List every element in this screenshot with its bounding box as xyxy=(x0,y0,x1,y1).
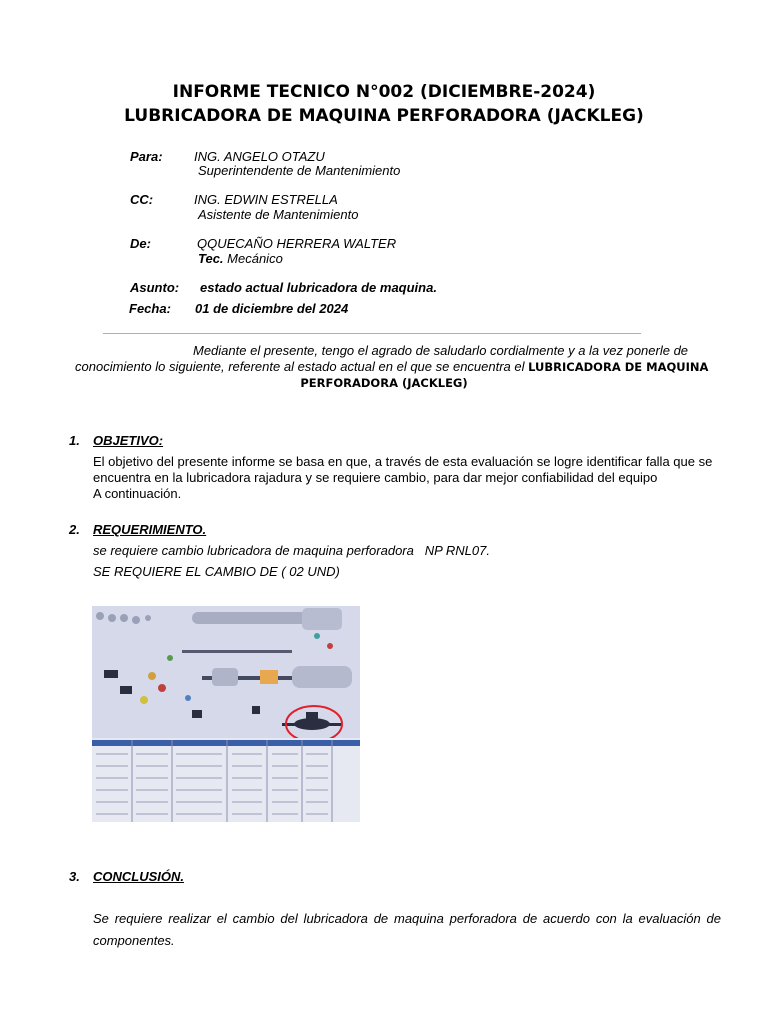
objetivo-title: OBJETIVO: xyxy=(93,433,164,448)
conclusion-line2: componentes. xyxy=(93,933,175,948)
asunto-label: Asunto: xyxy=(130,280,180,295)
para-name: ING. ANGELO OTAZU xyxy=(194,149,325,164)
requerimiento-line2: SE REQUIERE EL CAMBIO DE ( 02 UND) xyxy=(93,564,340,579)
intro-line2-bold: LUBRICADORA DE MAQUINA xyxy=(528,360,709,374)
de-role-prefix: Tec. xyxy=(198,251,224,266)
intro-line1: Mediante el presente, tengo el agrado de saludarlo cordialmente y a la vez ponerle de xyxy=(193,343,689,358)
requerimiento-title: REQUERIMIENTO. xyxy=(93,522,207,537)
requerimiento-line1: se requiere cambio lubricadora de maquina perforadora NP RNL07. xyxy=(93,543,490,558)
divider-line xyxy=(103,333,641,334)
report-title-line2: LUBRICADORA DE MAQUINA PERFORADORA (JACKLEG) xyxy=(124,106,644,126)
cc-name: ING. EDWIN ESTRELLA xyxy=(194,192,338,207)
objetivo-line1: El objetivo del presente informe se basa en que, a través de esta evaluación se logre identificar falla que se xyxy=(93,454,713,469)
para-label: Para: xyxy=(130,149,163,164)
de-role-text: Mecánico xyxy=(227,251,283,266)
asunto-value: estado actual lubricadora de maquina. xyxy=(200,280,437,295)
requerimiento-number: 2. xyxy=(69,522,80,537)
intro-line2-text: conocimiento lo siguiente, referente al estado actual en el que se encuentra el xyxy=(75,359,525,374)
conclusion-line1: Se requiere realizar el cambio del lubricadora de maquina perforadora de acuerdo con la evaluación de xyxy=(93,911,721,926)
parts-diagram-image xyxy=(92,606,360,822)
de-name: QQUECAÑO HERRERA WALTER xyxy=(197,236,397,251)
objetivo-number: 1. xyxy=(69,433,80,448)
fecha-label: Fecha: xyxy=(129,301,171,316)
objetivo-line3: A continuación. xyxy=(93,486,182,501)
intro-line3-bold: PERFORADORA (JACKLEG) xyxy=(300,376,468,390)
conclusion-title: CONCLUSIÓN. xyxy=(93,869,184,884)
report-title-line1: INFORME TECNICO N°002 (DICIEMBRE-2024) xyxy=(172,82,596,102)
parts-catalog-photo xyxy=(92,606,360,822)
cc-label: CC: xyxy=(130,192,154,207)
intro-line3 xyxy=(0,375,768,391)
de-role xyxy=(198,251,283,266)
conclusion-number: 3. xyxy=(69,869,80,884)
cc-role: Asistente de Mantenimiento xyxy=(198,207,359,222)
intro-line2 xyxy=(75,359,708,375)
para-role: Superintendente de Mantenimiento xyxy=(198,163,401,178)
objetivo-line2: encuentra en la lubricadora rajadura y se requiere cambio, para dar mejor confiabilidad del equipo xyxy=(93,470,658,485)
de-label: De: xyxy=(130,236,151,251)
fecha-value: 01 de diciembre del 2024 xyxy=(195,301,349,316)
